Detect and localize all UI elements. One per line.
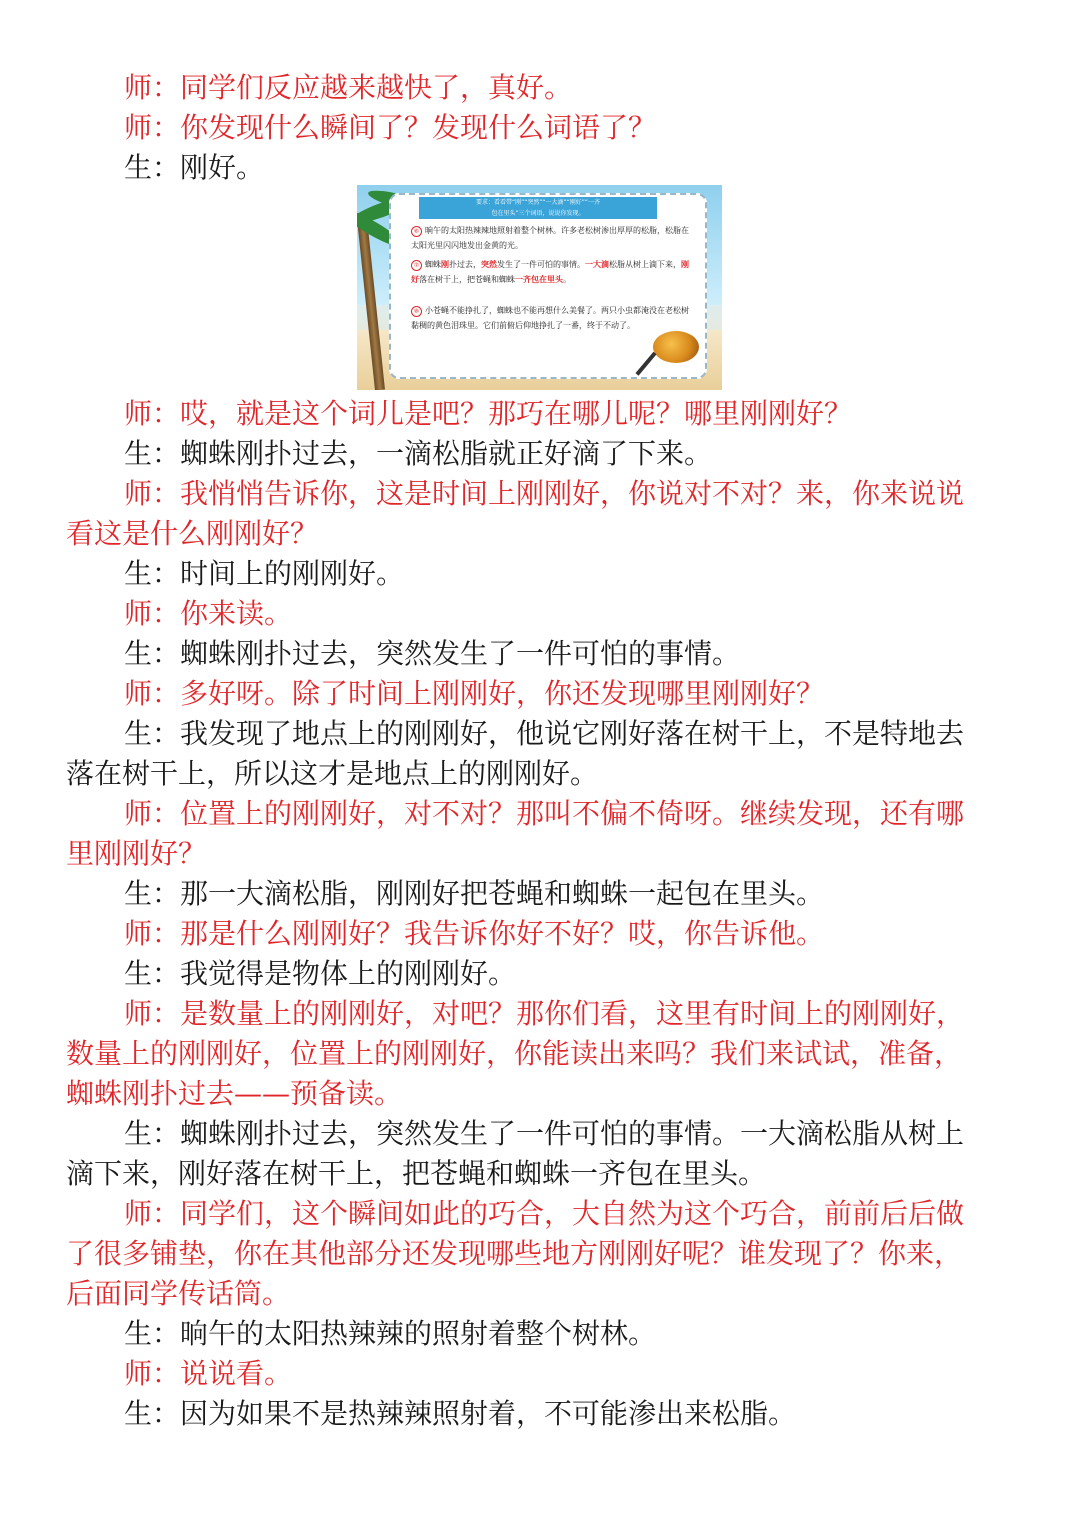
- dialogue-line: 生：时间上的刚刚好。: [124, 557, 405, 590]
- dialogue-line: 了很多铺垫，你在其他部分还发现哪些地方刚刚好呢？谁发现了？你来，: [66, 1237, 963, 1270]
- dialogue-line: 师：多好呀。除了时间上刚刚好，你还发现哪里刚刚好？: [124, 677, 825, 710]
- dialogue-line: 生：蜘蛛刚扑过去，突然发生了一件可怕的事情。一大滴松脂从树上: [124, 1117, 965, 1150]
- dialogue-line: 师：那是什么刚刚好？我告诉你好不好？哎，你告诉他。: [124, 917, 825, 950]
- paragraph-number: ⑧: [411, 306, 422, 317]
- dialogue-line: 里刚刚好？: [66, 837, 207, 870]
- dialogue-line: 师：你发现什么瞬间了？发现什么词语了？: [124, 111, 657, 144]
- paragraph-text: 蜘蛛: [425, 260, 441, 269]
- dialogue-line: 师：位置上的刚刚好，对不对？那叫不偏不倚呀。继续发现，还有哪: [124, 797, 965, 830]
- dialogue-line: 生：蜘蛛刚扑过去，一滴松脂就正好滴了下来。: [124, 437, 713, 470]
- slide-paragraph-7: [411, 257, 693, 287]
- dialogue-line: 看这是什么刚刚好？: [66, 517, 319, 550]
- highlight-word: 一齐包在里头: [515, 274, 563, 284]
- dialogue-line: 生：晌午的太阳热辣辣的照射着整个树林。: [124, 1317, 657, 1350]
- paragraph-text: 小苍蝇不能挣扎了，蜘蛛也不能再想什么美餐了。两只小虫都淹没在老松树黏稠的黄色泪珠里。它们前俯后仰地挣扎了一番，终于不动了。: [411, 306, 689, 330]
- dialogue-line: 后面同学传话筒。: [66, 1277, 291, 1310]
- dialogue-line: 师：同学们，这个瞬间如此的巧合，大自然为这个巧合，前前后后做: [124, 1197, 965, 1230]
- slide-paragraph-8: [411, 303, 693, 333]
- paragraph-text: 。: [563, 275, 571, 284]
- dialogue-line: 蜘蛛刚扑过去——预备读。: [66, 1077, 403, 1110]
- lesson-slide-image: [357, 185, 722, 390]
- paragraph-number: ⑥: [411, 226, 422, 237]
- slide-banner-line: 要求：看看带“刚”“突然”“一大滴”“刚好”“一齐: [476, 199, 600, 206]
- slide-banner: [419, 197, 657, 219]
- dialogue-line: 生：我觉得是物体上的刚刚好。: [124, 957, 517, 990]
- paragraph-text: 晌午的太阳热辣辣地照射着整个树林。许多老松树渗出厚厚的松脂，松脂在太阳光里闪闪地发出金黄的光。: [411, 226, 689, 250]
- slide-paragraph-6: [411, 223, 693, 253]
- paragraph-text: 发生了一件可怕的事情。: [497, 260, 585, 269]
- slide-banner-line: 包在里头”三个词语，说说你发现。: [491, 210, 585, 217]
- dialogue-line: 生：因为如果不是热辣辣照射着，不可能渗出来松脂。: [124, 1397, 797, 1430]
- dialogue-line: 生：刚好。: [124, 151, 265, 184]
- dialogue-line: 师：哎，就是这个词儿是吧？那巧在哪儿呢？哪里刚刚好？: [124, 397, 853, 430]
- dialogue-line: 师：说说看。: [124, 1357, 293, 1390]
- paragraph-text: 松脂从树上滴下来，: [609, 260, 681, 269]
- paragraph-text: 扑过去，: [449, 260, 481, 269]
- dialogue-line: 师：同学们反应越来越快了，真好。: [124, 71, 573, 104]
- highlight-word: 一大滴: [585, 259, 609, 269]
- dialogue-line: 生：蜘蛛刚扑过去，突然发生了一件可怕的事情。: [124, 637, 741, 670]
- dialogue-line: 生：我发现了地点上的刚刚好，他说它刚好落在树干上，不是特地去: [124, 717, 965, 750]
- dialogue-line: 滴下来，刚好落在树干上，把苍蝇和蜘蛛一齐包在里头。: [66, 1157, 767, 1190]
- dialogue-line: 数量上的刚刚好，位置上的刚刚好，你能读出来吗？我们来试试，准备，: [66, 1037, 963, 1070]
- highlight-word: 刚好: [411, 259, 689, 284]
- dialogue-line: 师：是数量上的刚刚好，对吧？那你们看，这里有时间上的刚刚好，: [124, 997, 965, 1030]
- dialogue-line: 师：我悄悄告诉你，这是时间上刚刚好，你说对不对？来，你来说说: [124, 477, 965, 510]
- paragraph-text: 落在树干上，把苍蝇和蜘蛛: [419, 275, 515, 284]
- dialogue-line: 生：那一大滴松脂，刚刚好把苍蝇和蜘蛛一起包在里头。: [124, 877, 825, 910]
- highlight-word: 刚: [441, 259, 449, 269]
- highlight-word: 突然: [481, 259, 497, 269]
- dialogue-line: 师：你来读。: [124, 597, 293, 630]
- dialogue-line: 落在树干上，所以这才是地点上的刚刚好。: [66, 757, 599, 790]
- paragraph-number: ⑦: [411, 260, 422, 271]
- amber-icon: [653, 331, 699, 363]
